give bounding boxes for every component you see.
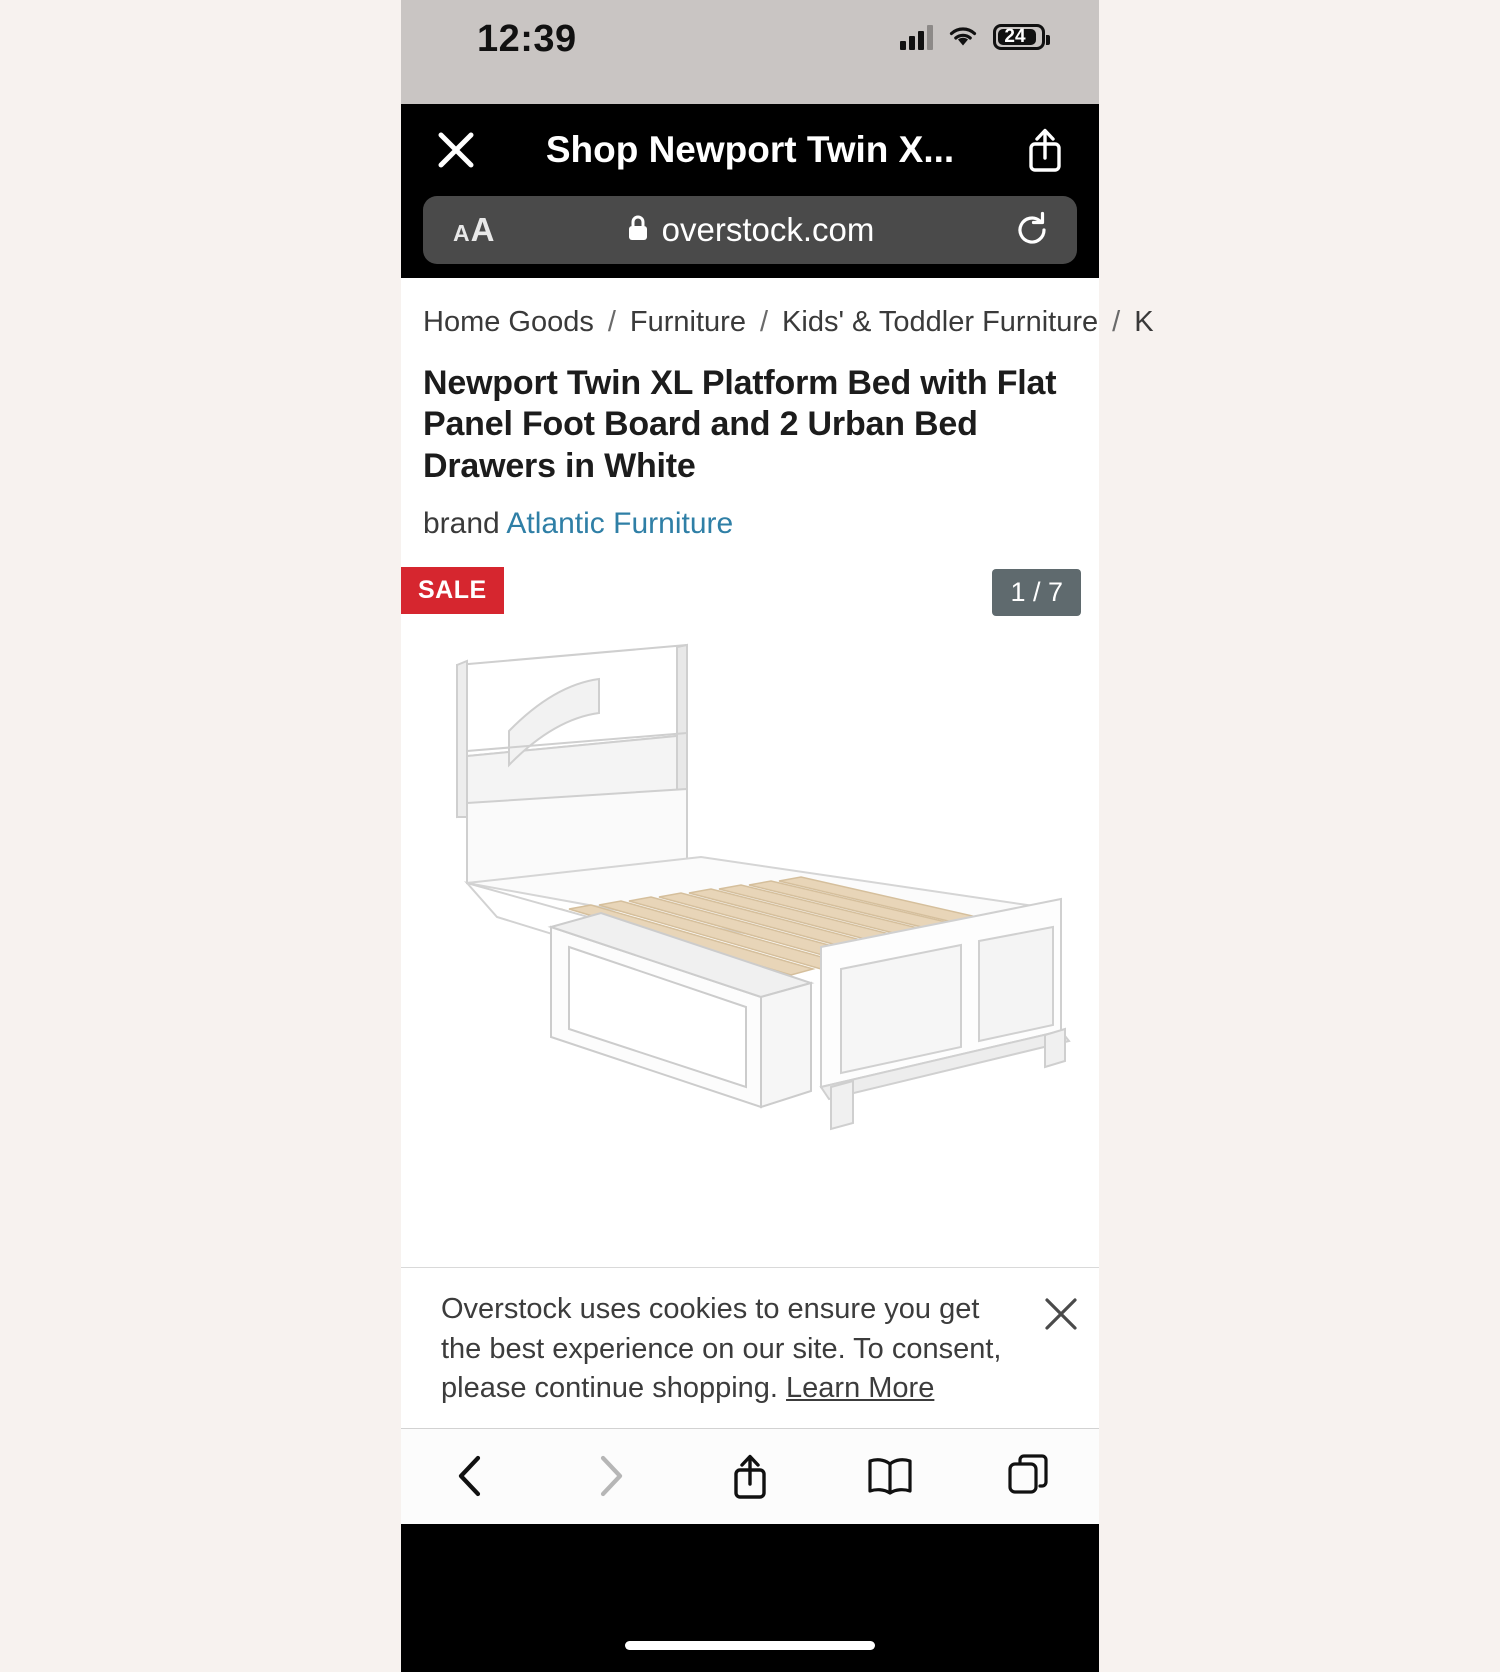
brand-label: brand [423, 507, 500, 541]
cookie-message [441, 1290, 1023, 1407]
status-indicators [900, 24, 1045, 50]
breadcrumb-separator: / [1112, 306, 1121, 338]
breadcrumb-separator: / [759, 306, 769, 338]
text-size-button[interactable]: A A [453, 211, 495, 248]
battery-icon [993, 24, 1045, 50]
share-icon[interactable] [1025, 126, 1065, 174]
share-icon[interactable] [723, 1449, 777, 1503]
wifi-icon [947, 25, 979, 49]
image-counter: 1 / 7 [992, 569, 1081, 616]
address-bar[interactable] [423, 196, 1077, 264]
breadcrumb-item[interactable]: Furniture [629, 306, 746, 338]
phone-screen [401, 0, 1154, 1500]
battery-level: 24 [1004, 26, 1026, 47]
product-image[interactable] [401, 617, 1099, 1257]
url-bar-container [401, 196, 1099, 278]
breadcrumb [401, 278, 1154, 339]
status-bar [401, 0, 1099, 104]
reload-icon[interactable] [1013, 211, 1051, 249]
webpage-content [401, 278, 1154, 1524]
sale-badge: SALE [401, 567, 504, 614]
book-icon[interactable] [863, 1449, 917, 1503]
browser-toolbar [401, 1428, 1099, 1524]
url-display[interactable] [423, 211, 1077, 249]
status-time: 12:39 [477, 18, 577, 60]
brand-link[interactable]: Atlantic Furniture [506, 507, 734, 541]
breadcrumb-item[interactable]: Home Goods [423, 306, 594, 338]
lock-icon [626, 213, 650, 248]
forward-chevron-icon[interactable] [583, 1449, 637, 1503]
back-chevron-icon[interactable] [444, 1449, 498, 1503]
home-indicator-area [401, 1524, 1099, 1672]
product-title: Newport Twin XL Platform Bed with Flat Panel Foot Board and 2 Urban Bed Drawers in White [423, 364, 1057, 485]
learn-more-link[interactable]: Learn More [786, 1371, 935, 1404]
close-icon[interactable] [1043, 1296, 1079, 1332]
url-host: overstock.com [661, 211, 875, 248]
breadcrumb-separator: / [607, 306, 616, 338]
cookie-text: Overstock uses cookies to ensure you get the best experience on our site. To consent, please continue shopping. [441, 1293, 1002, 1404]
brand-line [401, 487, 1099, 541]
cellular-signal-icon [900, 24, 933, 50]
browser-header [401, 104, 1099, 196]
page-title: Shop Newport Twin X... [545, 129, 955, 170]
home-indicator[interactable] [625, 1641, 875, 1650]
breadcrumb-item[interactable]: Kids' & Toddler Furniture [782, 306, 1099, 338]
cookie-banner [401, 1267, 1099, 1427]
breadcrumb-item[interactable]: K [1134, 306, 1154, 338]
tabs-icon[interactable] [1002, 1449, 1056, 1503]
product-gallery[interactable] [401, 567, 1099, 1267]
